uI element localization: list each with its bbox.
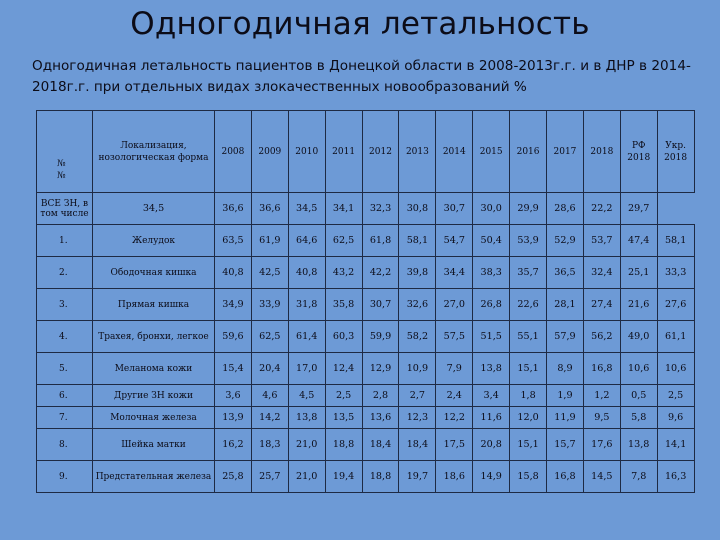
row-site-label: ВСЕ ЗН, в том числе [37,193,93,225]
value-cell: 3,4 [473,385,510,407]
header-year: 2013 [399,111,436,193]
value-cell: 30,8 [399,193,436,225]
row-number: 4. [37,321,93,353]
value-cell: 2,5 [325,385,362,407]
table-row [37,353,695,385]
value-cell: 2,7 [399,385,436,407]
value-cell: 7,8 [620,461,657,493]
value-cell: 16,3 [657,461,694,493]
value-cell: 5,8 [620,407,657,429]
value-cell: 18,4 [362,429,399,461]
table-row-total [37,193,695,225]
value-cell: 17,0 [288,353,325,385]
value-cell: 12,0 [510,407,547,429]
value-cell: 3,6 [215,385,252,407]
value-cell: 26,8 [473,289,510,321]
value-cell: 33,9 [251,289,288,321]
value-cell: 36,5 [547,257,584,289]
table-body [37,193,695,493]
value-cell: 10,6 [620,353,657,385]
value-cell: 59,6 [215,321,252,353]
value-cell: 13,5 [325,407,362,429]
table-row [37,385,695,407]
value-cell: 12,9 [362,353,399,385]
value-cell: 14,1 [657,429,694,461]
value-cell: 57,9 [547,321,584,353]
value-cell: 27,4 [583,289,620,321]
value-cell: 40,8 [215,257,252,289]
value-cell: 18,6 [436,461,473,493]
row-site-label: Меланома кожи [93,353,215,385]
value-cell: 38,3 [473,257,510,289]
value-cell: 29,9 [510,193,547,225]
value-cell: 13,9 [215,407,252,429]
header-year: 2014 [436,111,473,193]
value-cell: 34,5 [93,193,215,225]
row-site-label: Молочная железа [93,407,215,429]
value-cell: 42,2 [362,257,399,289]
row-number: 6. [37,385,93,407]
value-cell: 33,3 [657,257,694,289]
value-cell: 21,6 [620,289,657,321]
header-ukr-2018: Укр. 2018 [657,111,694,193]
value-cell: 58,2 [399,321,436,353]
value-cell: 28,1 [547,289,584,321]
header-year: 2011 [325,111,362,193]
table-row [37,407,695,429]
row-number: 1. [37,225,93,257]
value-cell: 1,9 [547,385,584,407]
value-cell: 18,8 [362,461,399,493]
value-cell: 2,4 [436,385,473,407]
value-cell: 53,9 [510,225,547,257]
value-cell: 27,0 [436,289,473,321]
value-cell: 19,7 [399,461,436,493]
value-cell: 12,4 [325,353,362,385]
value-cell: 16,8 [547,461,584,493]
row-site-label: Другие ЗН кожи [93,385,215,407]
value-cell: 60,3 [325,321,362,353]
header-year: 2009 [251,111,288,193]
value-cell: 21,0 [288,461,325,493]
value-cell: 2,5 [657,385,694,407]
value-cell: 22,2 [583,193,620,225]
value-cell: 62,5 [251,321,288,353]
table-row [37,289,695,321]
row-number: 3. [37,289,93,321]
value-cell: 54,7 [436,225,473,257]
value-cell: 14,9 [473,461,510,493]
value-cell: 40,8 [288,257,325,289]
value-cell: 59,9 [362,321,399,353]
value-cell: 39,8 [399,257,436,289]
mortality-table [36,110,695,493]
value-cell: 13,6 [362,407,399,429]
value-cell: 32,4 [583,257,620,289]
value-cell: 28,6 [547,193,584,225]
value-cell: 18,3 [251,429,288,461]
row-site-label: Шейка матки [93,429,215,461]
value-cell: 17,6 [583,429,620,461]
value-cell: 27,6 [657,289,694,321]
row-number: 5. [37,353,93,385]
value-cell: 57,5 [436,321,473,353]
row-number: 9. [37,461,93,493]
value-cell: 56,2 [583,321,620,353]
header-year: 2010 [288,111,325,193]
value-cell: 18,4 [399,429,436,461]
value-cell: 61,9 [251,225,288,257]
value-cell: 13,8 [620,429,657,461]
value-cell: 14,2 [251,407,288,429]
value-cell: 42,5 [251,257,288,289]
value-cell: 32,6 [399,289,436,321]
value-cell: 32,3 [362,193,399,225]
value-cell: 55,1 [510,321,547,353]
value-cell: 64,6 [288,225,325,257]
value-cell: 4,6 [251,385,288,407]
slide-title: Одногодичная летальность [130,6,590,42]
table-row [37,429,695,461]
value-cell: 15,1 [510,429,547,461]
row-number: 2. [37,257,93,289]
value-cell: 30,7 [436,193,473,225]
row-site-label: Ободочная кишка [93,257,215,289]
value-cell: 63,5 [215,225,252,257]
value-cell: 50,4 [473,225,510,257]
value-cell: 43,2 [325,257,362,289]
value-cell: 18,8 [325,429,362,461]
header-site: Локализация, нозологическая форма [93,111,215,193]
row-number: 7. [37,407,93,429]
row-number: 8. [37,429,93,461]
table-row [37,257,695,289]
table-row [37,225,695,257]
table-row [37,461,695,493]
slide-subtitle: Одногодичная летальность пациентов в Донецкой области в 2008-2013г.г. и в ДНР в 2014-2018г.г. при отдельных видах злокачественных новообразований % [32,58,691,95]
value-cell: 35,8 [325,289,362,321]
row-site-label: Желудок [93,225,215,257]
header-year: 2017 [547,111,584,193]
value-cell: 34,9 [215,289,252,321]
header-year: 2018 [583,111,620,193]
value-cell: 52,9 [547,225,584,257]
value-cell: 7,9 [436,353,473,385]
value-cell: 21,0 [288,429,325,461]
value-cell: 0,5 [620,385,657,407]
header-year: 2015 [473,111,510,193]
header-number: № № [37,111,93,193]
value-cell: 8,9 [547,353,584,385]
value-cell: 1,8 [510,385,547,407]
value-cell: 12,3 [399,407,436,429]
value-cell: 9,6 [657,407,694,429]
value-cell: 15,4 [215,353,252,385]
value-cell: 61,1 [657,321,694,353]
value-cell: 14,5 [583,461,620,493]
value-cell: 36,6 [215,193,252,225]
value-cell: 34,4 [436,257,473,289]
value-cell: 20,8 [473,429,510,461]
value-cell: 10,6 [657,353,694,385]
value-cell: 9,5 [583,407,620,429]
value-cell: 53,7 [583,225,620,257]
value-cell: 12,2 [436,407,473,429]
value-cell: 31,8 [288,289,325,321]
value-cell: 16,2 [215,429,252,461]
value-cell: 61,4 [288,321,325,353]
value-cell: 35,7 [510,257,547,289]
row-site-label: Прямая кишка [93,289,215,321]
value-cell: 13,8 [473,353,510,385]
value-cell: 25,7 [251,461,288,493]
value-cell: 58,1 [399,225,436,257]
row-site-label: Трахея, бронхи, легкое [93,321,215,353]
value-cell: 10,9 [399,353,436,385]
value-cell: 51,5 [473,321,510,353]
value-cell: 19,4 [325,461,362,493]
header-year: 2016 [510,111,547,193]
value-cell: 30,7 [362,289,399,321]
value-cell: 58,1 [657,225,694,257]
value-cell: 29,7 [620,193,657,225]
value-cell: 4,5 [288,385,325,407]
value-cell: 2,8 [362,385,399,407]
value-cell: 61,8 [362,225,399,257]
value-cell: 11,6 [473,407,510,429]
value-cell: 20,4 [251,353,288,385]
header-rf-2018: РФ 2018 [620,111,657,193]
row-site-label: Предстательная железа [93,461,215,493]
value-cell: 16,8 [583,353,620,385]
table-row [37,321,695,353]
value-cell: 22,6 [510,289,547,321]
value-cell: 62,5 [325,225,362,257]
header-year: 2012 [362,111,399,193]
value-cell: 30,0 [473,193,510,225]
value-cell: 13,8 [288,407,325,429]
value-cell: 11,9 [547,407,584,429]
value-cell: 34,1 [325,193,362,225]
header-row [37,111,695,193]
value-cell: 25,1 [620,257,657,289]
value-cell: 47,4 [620,225,657,257]
header-year: 2008 [215,111,252,193]
value-cell: 34,5 [288,193,325,225]
value-cell: 36,6 [251,193,288,225]
value-cell: 15,8 [510,461,547,493]
value-cell: 25,8 [215,461,252,493]
value-cell: 49,0 [620,321,657,353]
value-cell: 15,1 [510,353,547,385]
value-cell: 1,2 [583,385,620,407]
value-cell: 17,5 [436,429,473,461]
value-cell: 15,7 [547,429,584,461]
